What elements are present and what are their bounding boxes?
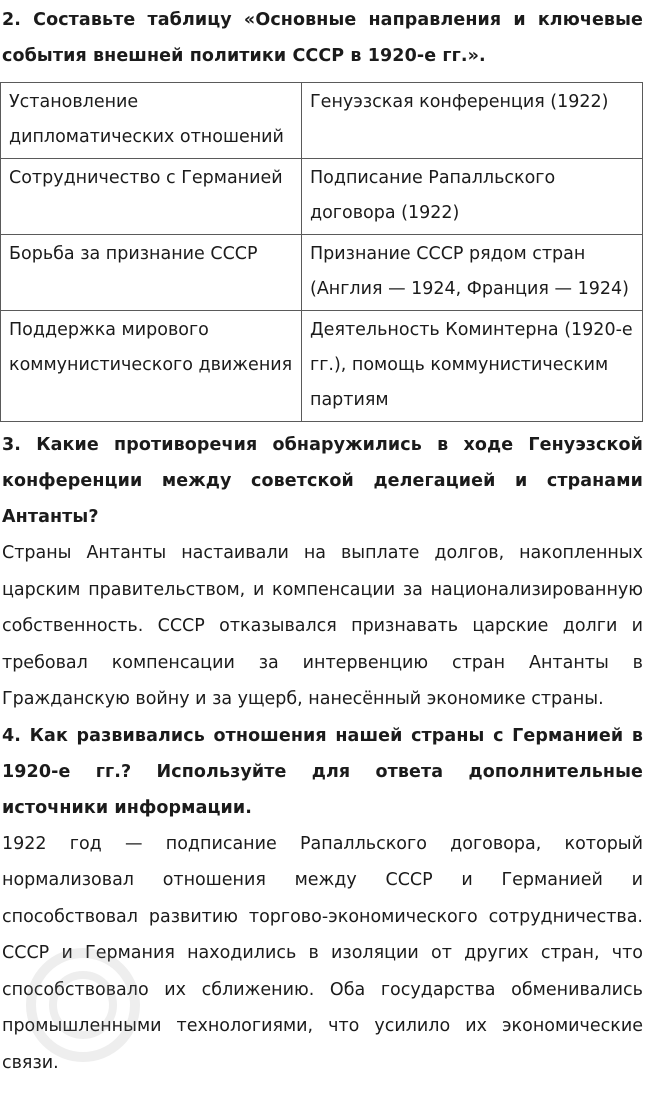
table-cell: Борьба за признание СССР (1, 235, 302, 311)
table-row (1, 311, 643, 422)
table-row (1, 159, 643, 235)
table-row (1, 235, 643, 311)
question-4-title: 4. Как развивались отношения нашей страны с Германией в 1920-е гг.? Используйте для ответа дополнительные источники информации. (2, 725, 643, 818)
policy-table (0, 82, 643, 422)
table-cell: Деятельность Коминтерна (1920-е гг.), помощь коммунистическим партиям (302, 311, 643, 422)
question-4-answer: 1922 год — подписание Рапалльского договора, который нормализовал отношения между СССР и Германией и способствовал развитию торгово-экономического сотрудничества. СССР и Германия находились в изоляции от других стран, что способствовало их сближению. Оба государства обменивались промышленными технологиями, что усилило их экономические связи. (2, 833, 643, 1073)
table-cell: Генуэзская конференция (1922) (302, 83, 643, 159)
question-3-title: 3. Какие противоречия обнаружились в ходе Генуэзской конференции между советской делегацией и странами Антанты? (2, 435, 643, 527)
table-cell: Подписание Рапалльского договора (1922) (302, 159, 643, 235)
question-2-title: 2. Составьте таблицу «Основные направления и ключевые события внешней политики СССР в 1920-е гг.». (2, 10, 643, 66)
table-cell: Установление дипломатических отношений (1, 83, 302, 159)
table-row (1, 83, 643, 159)
question-3-answer: Страны Антанты настаивали на выплате долгов, накопленных царским правительством, и компенсации за национализированную собственность. СССР отказывался признавать царские долги и требовал компенсации за интервенцию стран Антанты в Гражданскую войну и за ущерб, нанесённый экономике страны. (2, 543, 643, 709)
table-cell: Поддержка мирового коммунистического движения (1, 311, 302, 422)
watermark-logo (8, 930, 158, 1080)
table-cell: Признание СССР рядом стран (Англия — 1924, Франция — 1924) (302, 235, 643, 311)
table-cell: Сотрудничество с Германией (1, 159, 302, 235)
